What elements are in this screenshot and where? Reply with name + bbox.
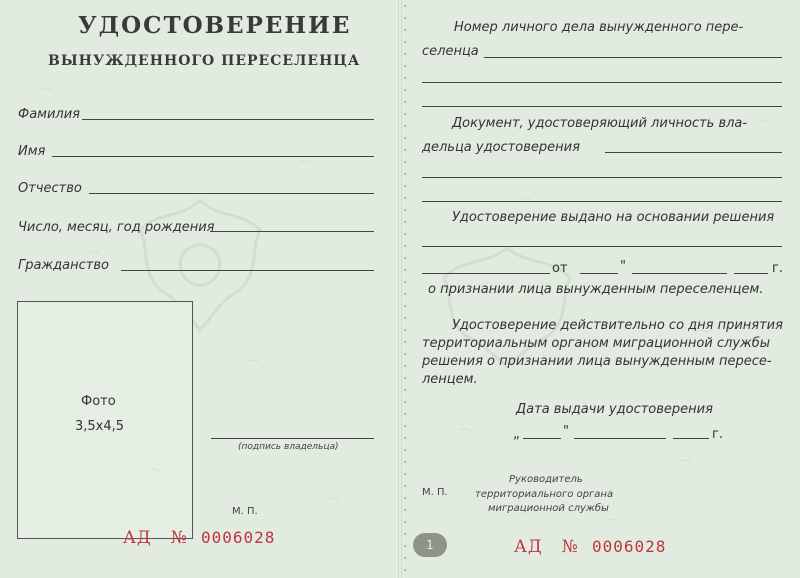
citizenship-line [121, 270, 374, 271]
document-line1: Документ, удостоверяющий личность вла- [452, 116, 748, 131]
birth-date-label: Число, месяц, год рождения [18, 220, 215, 235]
head-title-line2: территориального органа [475, 489, 614, 500]
surname-line [82, 119, 374, 120]
issue-quote-close: " [563, 424, 569, 439]
document-line-a [605, 152, 782, 153]
decision-number-line [422, 273, 550, 274]
photo-size: 3,5x4,5 [75, 419, 125, 434]
decision-year-line [734, 273, 768, 274]
issue-month-line [574, 438, 666, 439]
validity-line4: ленцем. [422, 372, 478, 387]
document-line2: дельца удостоверения [422, 140, 580, 155]
issue-quote-open: „ [513, 427, 520, 442]
right-page [402, 0, 800, 578]
issued-basis: Удостоверение выдано на основании решения [452, 210, 775, 225]
document-subtitle: ВЫНУЖДЕННОГО ПЕРЕСЕЛЕНЦА [48, 53, 361, 69]
photo-label: Фото [81, 394, 116, 409]
citizenship-label: Гражданство [18, 258, 109, 273]
case-number-line-a [484, 57, 782, 58]
surname-label: Фамилия [18, 107, 80, 122]
signature-caption: (подпись владельца) [238, 442, 339, 452]
document-title: УДОСТОВЕРЕНИЕ [78, 12, 352, 39]
right-serial-number: 0006028 [591, 537, 667, 556]
photo-box [17, 301, 193, 539]
case-number-line-c [422, 106, 782, 107]
validity-line2: территориальным органом миграционной службы [422, 336, 771, 351]
patronymic-label: Отчество [18, 181, 82, 196]
patronymic-line [89, 193, 374, 194]
serial-series: АД [123, 528, 152, 548]
page-number-badge: 1 [413, 533, 447, 557]
serial-number: 0006028 [200, 528, 276, 547]
year-suffix: г. [772, 261, 783, 276]
right-serial-series: АД [514, 537, 543, 557]
serial-sign: № [170, 528, 188, 548]
case-number-line2: селенца [422, 44, 479, 59]
validity-line3: решения о признании лица вынужденным пересе- [422, 354, 772, 369]
issue-year-line [673, 438, 709, 439]
recognition-text: о признании лица вынужденным переселенцем. [428, 282, 764, 297]
date-quote: " [620, 259, 626, 274]
perforation [404, 0, 406, 578]
right-serial-number-block [514, 537, 666, 557]
document-line-c [422, 201, 782, 202]
name-line [52, 156, 374, 157]
issue-year-suffix: г. [712, 427, 723, 442]
document-line-b [422, 177, 782, 178]
head-title-line1: Руководитель [509, 474, 583, 485]
issue-day-line [523, 438, 561, 439]
right-serial-sign: № [561, 537, 579, 557]
case-number-line1: Номер личного дела вынужденного пере- [454, 20, 744, 35]
stamp-place: М. П. [232, 506, 258, 517]
head-title-line3: миграционной службы [488, 503, 609, 514]
left-page [0, 0, 399, 578]
date-from: от [552, 261, 568, 276]
issued-basis-line [422, 246, 782, 247]
validity-line1: Удостоверение действительно со дня принятия [452, 318, 783, 333]
name-label: Имя [18, 144, 46, 159]
serial-number-block [123, 528, 275, 548]
right-stamp-place: М. П. [422, 487, 448, 498]
birth-date-line [210, 231, 374, 232]
decision-month-line [632, 273, 727, 274]
issue-date-label: Дата выдачи удостоверения [516, 402, 713, 417]
case-number-line-b [422, 82, 782, 83]
decision-day-line [580, 273, 618, 274]
signature-line [211, 438, 374, 439]
